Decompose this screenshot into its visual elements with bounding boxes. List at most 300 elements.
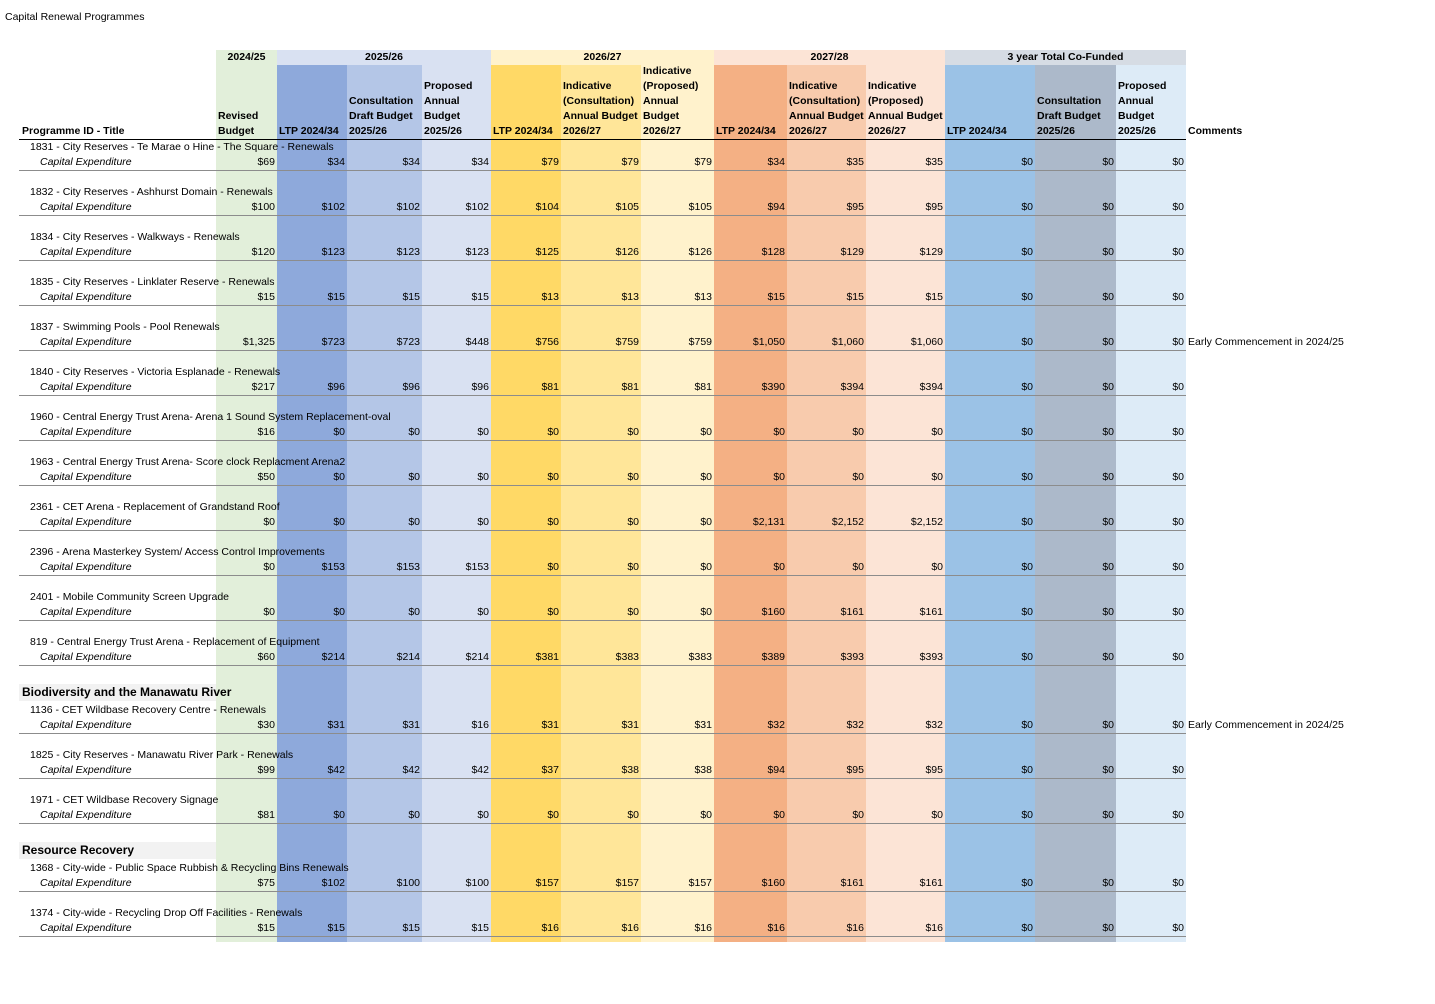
- budget-cell: $102: [465, 201, 489, 213]
- budget-cell: $32: [925, 719, 943, 731]
- budget-cell: $15: [767, 291, 785, 303]
- column-header: Indicative (Consultation) Annual Budget 2026/27: [789, 80, 864, 137]
- budget-cell: $95: [925, 201, 943, 213]
- programme-title-row: [19, 185, 1186, 200]
- budget-cell: $100: [251, 201, 275, 213]
- budget-cell: $79: [541, 156, 559, 168]
- budget-cell: $1,060: [831, 336, 864, 348]
- budget-cell: $0: [263, 606, 275, 618]
- capex-row: [19, 763, 1186, 779]
- year-group-header: 2024/25: [216, 50, 277, 65]
- budget-cell: $0: [263, 516, 275, 528]
- budget-cell: $0: [1172, 336, 1184, 348]
- budget-cell: $0: [1021, 651, 1033, 663]
- budget-cell: $0: [1172, 809, 1184, 821]
- budget-cell: $38: [621, 764, 639, 776]
- budget-cell: $0: [627, 471, 639, 483]
- capex-label: Capital Expenditure: [40, 291, 132, 303]
- budget-cell: $100: [465, 877, 489, 889]
- programme-title: 1837 - Swimming Pools - Pool Renewals: [30, 321, 220, 333]
- budget-cell: $96: [471, 381, 489, 393]
- budget-cell: $15: [402, 922, 420, 934]
- capex-row: [19, 560, 1186, 576]
- budget-cell: $759: [688, 336, 712, 348]
- budget-cell: $0: [333, 606, 345, 618]
- document-title: Capital Renewal Programmes: [5, 11, 145, 23]
- year-group-header: 2027/28: [714, 50, 945, 65]
- budget-cell: $0: [1021, 201, 1033, 213]
- capex-label: Capital Expenditure: [40, 877, 132, 889]
- capex-row: [19, 921, 1186, 937]
- budget-cell: $31: [621, 719, 639, 731]
- budget-cell: $157: [615, 877, 639, 889]
- budget-cell: $0: [627, 426, 639, 438]
- budget-cell: $2,131: [752, 516, 785, 528]
- budget-cell: $0: [408, 426, 420, 438]
- budget-cell: $15: [471, 922, 489, 934]
- programme-title: 1831 - City Reserves - Te Marae o Hine - The Square - Renewals: [30, 141, 334, 153]
- budget-cell: $214: [321, 651, 345, 663]
- budget-cell: $0: [1102, 922, 1114, 934]
- programme-title: 1825 - City Reserves - Manawatu River Park - Renewals: [30, 749, 294, 761]
- budget-cell: $0: [1172, 426, 1184, 438]
- capex-label: Capital Expenditure: [40, 561, 132, 573]
- budget-cell: $32: [846, 719, 864, 731]
- budget-cell: $81: [257, 809, 275, 821]
- budget-cell: $60: [257, 651, 275, 663]
- budget-cell: $0: [547, 809, 559, 821]
- budget-cell: $15: [471, 291, 489, 303]
- budget-cell: $32: [767, 719, 785, 731]
- budget-cell: $0: [1102, 156, 1114, 168]
- year-group-header: 2025/26: [277, 50, 491, 65]
- budget-cell: $0: [477, 606, 489, 618]
- budget-cell: $0: [852, 471, 864, 483]
- programme-title: 1963 - Central Energy Trust Arena- Score clock Replacment Arena2: [30, 456, 346, 468]
- budget-cell: $126: [615, 246, 639, 258]
- programme-title: 1832 - City Reserves - Ashhurst Domain - Renewals: [30, 186, 273, 198]
- budget-cell: $0: [1172, 877, 1184, 889]
- programme-title-row: [19, 748, 1186, 763]
- budget-cell: $0: [773, 809, 785, 821]
- budget-cell: $69: [257, 156, 275, 168]
- budget-cell: $0: [1172, 516, 1184, 528]
- budget-cell: $153: [396, 561, 420, 573]
- budget-cell: $0: [1172, 246, 1184, 258]
- budget-cell: $42: [402, 764, 420, 776]
- budget-cell: $35: [846, 156, 864, 168]
- budget-cell: $0: [408, 516, 420, 528]
- column-header: Indicative (Proposed) Annual Budget 2026/27: [643, 65, 699, 137]
- budget-cell: $389: [761, 651, 785, 663]
- budget-cell: $0: [1102, 651, 1114, 663]
- budget-cell: $123: [321, 246, 345, 258]
- budget-cell: $390: [761, 381, 785, 393]
- budget-cell: $0: [1021, 606, 1033, 618]
- capex-row: [19, 808, 1186, 824]
- programme-title-row: [19, 500, 1186, 515]
- programme-title: 2401 - Mobile Community Screen Upgrade: [30, 591, 230, 603]
- budget-cell: $0: [852, 809, 864, 821]
- budget-cell: $16: [767, 922, 785, 934]
- budget-cell: $0: [700, 809, 712, 821]
- budget-cell: $723: [396, 336, 420, 348]
- budget-cell: $15: [257, 291, 275, 303]
- budget-cell: $50: [257, 471, 275, 483]
- budget-cell: $126: [688, 246, 712, 258]
- budget-cell: $0: [1021, 922, 1033, 934]
- budget-cell: $96: [402, 381, 420, 393]
- budget-cell: $30: [257, 719, 275, 731]
- budget-cell: $35: [925, 156, 943, 168]
- programme-title-row: [19, 590, 1186, 605]
- budget-cell: $15: [402, 291, 420, 303]
- budget-cell: $105: [688, 201, 712, 213]
- budget-cell: $0: [1172, 719, 1184, 731]
- budget-cell: $161: [919, 877, 943, 889]
- budget-cell: $0: [1021, 516, 1033, 528]
- budget-cell: $0: [1102, 291, 1114, 303]
- comments-header: Comments: [1188, 125, 1243, 137]
- budget-cell: $0: [1102, 246, 1114, 258]
- budget-cell: $99: [257, 764, 275, 776]
- capex-row: [19, 718, 1344, 734]
- column-header: Consultation Draft Budget 2025/26: [349, 95, 414, 137]
- column-header: Consultation Draft Budget 2025/26: [1037, 95, 1102, 137]
- programme-title-row: [19, 635, 1186, 650]
- capex-row: [19, 425, 1186, 441]
- budget-cell: $96: [327, 381, 345, 393]
- budget-cell: $0: [547, 426, 559, 438]
- programme-column-header: Programme ID - Title: [22, 125, 125, 137]
- budget-cell: $0: [408, 471, 420, 483]
- budget-cell: $0: [1021, 877, 1033, 889]
- budget-cell: $0: [1172, 922, 1184, 934]
- budget-cell: $31: [541, 719, 559, 731]
- capex-row: [19, 876, 1186, 892]
- capex-label: Capital Expenditure: [40, 764, 132, 776]
- column-header: Revised Budget: [218, 110, 259, 137]
- budget-cell: $0: [931, 426, 943, 438]
- budget-cell: $0: [1102, 381, 1114, 393]
- budget-cell: $0: [1021, 719, 1033, 731]
- budget-cell: $381: [535, 651, 559, 663]
- budget-cell: $448: [465, 336, 489, 348]
- capex-row: [19, 650, 1186, 666]
- budget-cell: $0: [627, 516, 639, 528]
- budget-cell: $0: [547, 606, 559, 618]
- budget-cell: $383: [688, 651, 712, 663]
- capex-row: [19, 290, 1186, 306]
- budget-cell: $34: [767, 156, 785, 168]
- budget-cell: $0: [408, 809, 420, 821]
- budget-cell: $0: [477, 471, 489, 483]
- capex-row: [19, 470, 1186, 486]
- programme-title: 1136 - CET Wildbase Recovery Centre - Renewals: [30, 704, 266, 716]
- budget-cell: $0: [1172, 764, 1184, 776]
- budget-cell: $13: [541, 291, 559, 303]
- budget-cell: $0: [1102, 471, 1114, 483]
- budget-cell: $38: [694, 764, 712, 776]
- programme-title-row: [19, 140, 1186, 155]
- capex-label: Capital Expenditure: [40, 606, 132, 618]
- budget-cell: $16: [621, 922, 639, 934]
- budget-cell: $31: [327, 719, 345, 731]
- budget-cell: $100: [396, 877, 420, 889]
- budget-cell: $0: [1021, 246, 1033, 258]
- programme-title: 1960 - Central Energy Trust Arena- Arena 1 Sound System Replacement-oval: [30, 411, 391, 423]
- year-group-header: 2026/27: [491, 50, 714, 65]
- budget-cell: $0: [700, 426, 712, 438]
- budget-cell: $37: [541, 764, 559, 776]
- capex-label: Capital Expenditure: [40, 922, 132, 934]
- budget-cell: $0: [627, 809, 639, 821]
- budget-cell: $81: [541, 381, 559, 393]
- budget-cell: $81: [621, 381, 639, 393]
- budget-cell: $0: [547, 516, 559, 528]
- budget-cell: $102: [396, 201, 420, 213]
- budget-cell: $34: [327, 156, 345, 168]
- budget-cell: $15: [257, 922, 275, 934]
- budget-cell: $0: [773, 471, 785, 483]
- capex-label: Capital Expenditure: [40, 246, 132, 258]
- budget-cell: $394: [919, 381, 943, 393]
- budget-cell: $214: [465, 651, 489, 663]
- comment: Early Commencement in 2024/25: [1188, 336, 1344, 348]
- budget-cell: $0: [931, 809, 943, 821]
- budget-cell: $0: [1021, 381, 1033, 393]
- programme-title-row: [19, 410, 1186, 425]
- budget-cell: $15: [925, 291, 943, 303]
- programme-title: 1834 - City Reserves - Walkways - Renewals: [30, 231, 240, 243]
- budget-cell: $0: [1172, 651, 1184, 663]
- budget-cell: $0: [852, 561, 864, 573]
- budget-cell: $161: [919, 606, 943, 618]
- budget-cell: $31: [694, 719, 712, 731]
- budget-cell: $0: [1021, 291, 1033, 303]
- budget-cell: $0: [1102, 336, 1114, 348]
- budget-cell: $393: [919, 651, 943, 663]
- capex-label: Capital Expenditure: [40, 201, 132, 213]
- budget-cell: $0: [1102, 606, 1114, 618]
- capex-row: [19, 605, 1186, 621]
- budget-cell: $0: [1172, 606, 1184, 618]
- budget-cell: $95: [925, 764, 943, 776]
- budget-cell: $1,050: [752, 336, 785, 348]
- budget-cell: $16: [694, 922, 712, 934]
- column-header: Proposed Annual Budget 2025/26: [424, 80, 473, 137]
- budget-cell: $102: [321, 201, 345, 213]
- section-heading: [19, 684, 1186, 701]
- programme-title: 1374 - City-wide - Recycling Drop Off Facilities - Renewals: [30, 907, 303, 919]
- budget-cell: $2,152: [910, 516, 943, 528]
- year-group-header: 3 year Total Co-Funded: [945, 50, 1186, 65]
- budget-cell: $0: [1021, 561, 1033, 573]
- budget-cell: $0: [700, 516, 712, 528]
- budget-cell: $75: [257, 877, 275, 889]
- capex-row: [19, 515, 1186, 531]
- section-title: Biodiversity and the Manawatu River: [22, 685, 232, 699]
- programme-title-row: [19, 793, 1186, 808]
- budget-cell: $394: [840, 381, 864, 393]
- budget-cell: $104: [535, 201, 559, 213]
- programme-title: 1835 - City Reserves - Linklater Reserve - Renewals: [30, 276, 275, 288]
- programme-title: 2396 - Arena Masterkey System/ Access Control Improvements: [30, 546, 325, 558]
- budget-cell: $13: [694, 291, 712, 303]
- programme-title: 1840 - City Reserves - Victoria Esplanade - Renewals: [30, 366, 281, 378]
- budget-cell: $79: [694, 156, 712, 168]
- budget-cell: $16: [257, 426, 275, 438]
- budget-cell: $214: [396, 651, 420, 663]
- budget-cell: $0: [773, 426, 785, 438]
- budget-cell: $0: [333, 471, 345, 483]
- budget-cell: $0: [931, 471, 943, 483]
- budget-cell: $31: [402, 719, 420, 731]
- budget-cell: $0: [477, 516, 489, 528]
- programme-title: 819 - Central Energy Trust Arena - Replacement of Equipment: [30, 636, 320, 648]
- capex-row: [19, 380, 1186, 396]
- budget-cell: $2,152: [831, 516, 864, 528]
- budget-cell: $0: [1172, 381, 1184, 393]
- capex-label: Capital Expenditure: [40, 381, 132, 393]
- budget-cell: $157: [688, 877, 712, 889]
- budget-cell: $0: [477, 426, 489, 438]
- column-header: LTP 2024/34: [493, 125, 553, 137]
- programme-title: 1368 - City-wide - Public Space Rubbish & Recycling Bins Renewals: [30, 862, 349, 874]
- budget-cell: $0: [1021, 426, 1033, 438]
- capex-label: Capital Expenditure: [40, 426, 132, 438]
- budget-cell: $1,325: [242, 336, 275, 348]
- budget-cell: $161: [840, 877, 864, 889]
- budget-cell: $94: [767, 764, 785, 776]
- section-title: Resource Recovery: [22, 843, 135, 857]
- budget-cell: $217: [251, 381, 275, 393]
- budget-cell: $13: [621, 291, 639, 303]
- budget-cell: $0: [477, 809, 489, 821]
- programme-title-row: [19, 230, 1186, 245]
- budget-cell: $0: [333, 809, 345, 821]
- comment: Early Commencement in 2024/25: [1188, 719, 1344, 731]
- budget-cell: $0: [700, 471, 712, 483]
- budget-cell: $0: [1172, 156, 1184, 168]
- budget-cell: $0: [547, 561, 559, 573]
- budget-cell: $0: [1172, 561, 1184, 573]
- programme-title-row: [19, 703, 1186, 718]
- budget-cell: $95: [846, 201, 864, 213]
- budget-cell: $94: [767, 201, 785, 213]
- budget-cell: $723: [321, 336, 345, 348]
- capex-label: Capital Expenditure: [40, 809, 132, 821]
- budget-cell: $0: [1102, 877, 1114, 889]
- budget-cell: $102: [321, 877, 345, 889]
- budget-cell: $153: [321, 561, 345, 573]
- programme-title-row: [19, 545, 1186, 560]
- budget-cell: $0: [1021, 336, 1033, 348]
- budget-cell: $0: [852, 426, 864, 438]
- programme-title-row: [19, 365, 1186, 380]
- budget-cell: $0: [627, 561, 639, 573]
- budget-cell: $15: [327, 291, 345, 303]
- budget-cell: $123: [465, 246, 489, 258]
- programme-title-row: [19, 861, 1186, 876]
- budget-cell: $0: [1021, 471, 1033, 483]
- budget-cell: $0: [1102, 719, 1114, 731]
- budget-cell: $393: [840, 651, 864, 663]
- budget-cell: $0: [1021, 809, 1033, 821]
- budget-cell: $0: [333, 516, 345, 528]
- budget-cell: $120: [251, 246, 275, 258]
- budget-cell: $123: [396, 246, 420, 258]
- budget-cell: $42: [471, 764, 489, 776]
- programme-title-row: [19, 906, 1186, 921]
- budget-cell: $0: [333, 426, 345, 438]
- budget-cell: $0: [1172, 471, 1184, 483]
- budget-cell: $0: [627, 606, 639, 618]
- programme-title: 2361 - CET Arena - Replacement of Grandstand Roof: [30, 501, 280, 513]
- capex-label: Capital Expenditure: [40, 336, 132, 348]
- budget-cell: $0: [931, 561, 943, 573]
- budget-cell: $1,060: [910, 336, 943, 348]
- column-header: LTP 2024/34: [279, 125, 339, 137]
- column-header: Proposed Annual Budget 2025/26: [1118, 80, 1167, 137]
- budget-cell: $81: [694, 381, 712, 393]
- budget-cell: $0: [700, 561, 712, 573]
- programme-title-row: [19, 275, 1186, 290]
- budget-cell: $34: [402, 156, 420, 168]
- budget-cell: $0: [1102, 516, 1114, 528]
- programme-title-row: [19, 320, 1186, 335]
- budget-cell: $79: [621, 156, 639, 168]
- column-header: Indicative (Consultation) Annual Budget 2026/27: [563, 80, 638, 137]
- capex-label: Capital Expenditure: [40, 156, 132, 168]
- budget-cell: $15: [327, 922, 345, 934]
- capex-label: Capital Expenditure: [40, 471, 132, 483]
- budget-cell: $125: [535, 246, 559, 258]
- budget-cell: $0: [700, 606, 712, 618]
- budget-cell: $128: [761, 246, 785, 258]
- capex-row: [19, 155, 1186, 171]
- budget-cell: $16: [541, 922, 559, 934]
- budget-cell: $0: [1021, 764, 1033, 776]
- budget-cell: $756: [535, 336, 559, 348]
- budget-cell: $16: [846, 922, 864, 934]
- budget-cell: $95: [846, 764, 864, 776]
- budget-cell: $129: [840, 246, 864, 258]
- budget-cell: $0: [1102, 426, 1114, 438]
- column-header: LTP 2024/34: [947, 125, 1007, 137]
- section-heading: [19, 842, 1186, 859]
- capex-label: Capital Expenditure: [40, 719, 132, 731]
- budget-cell: $0: [408, 606, 420, 618]
- budget-cell: $0: [1102, 561, 1114, 573]
- budget-cell: $0: [773, 561, 785, 573]
- budget-cell: $153: [465, 561, 489, 573]
- budget-cell: $0: [1021, 156, 1033, 168]
- budget-cell: $0: [263, 561, 275, 573]
- budget-cell: $759: [615, 336, 639, 348]
- capex-label: Capital Expenditure: [40, 516, 132, 528]
- programme-title: 1971 - CET Wildbase Recovery Signage: [30, 794, 219, 806]
- budget-cell: $16: [925, 922, 943, 934]
- budget-cell: $157: [535, 877, 559, 889]
- budget-cell: $0: [547, 471, 559, 483]
- budget-cell: $129: [919, 246, 943, 258]
- budget-cell: $0: [1172, 201, 1184, 213]
- budget-cell: $161: [840, 606, 864, 618]
- budget-cell: $160: [761, 877, 785, 889]
- budget-cell: $15: [846, 291, 864, 303]
- budget-cell: $34: [471, 156, 489, 168]
